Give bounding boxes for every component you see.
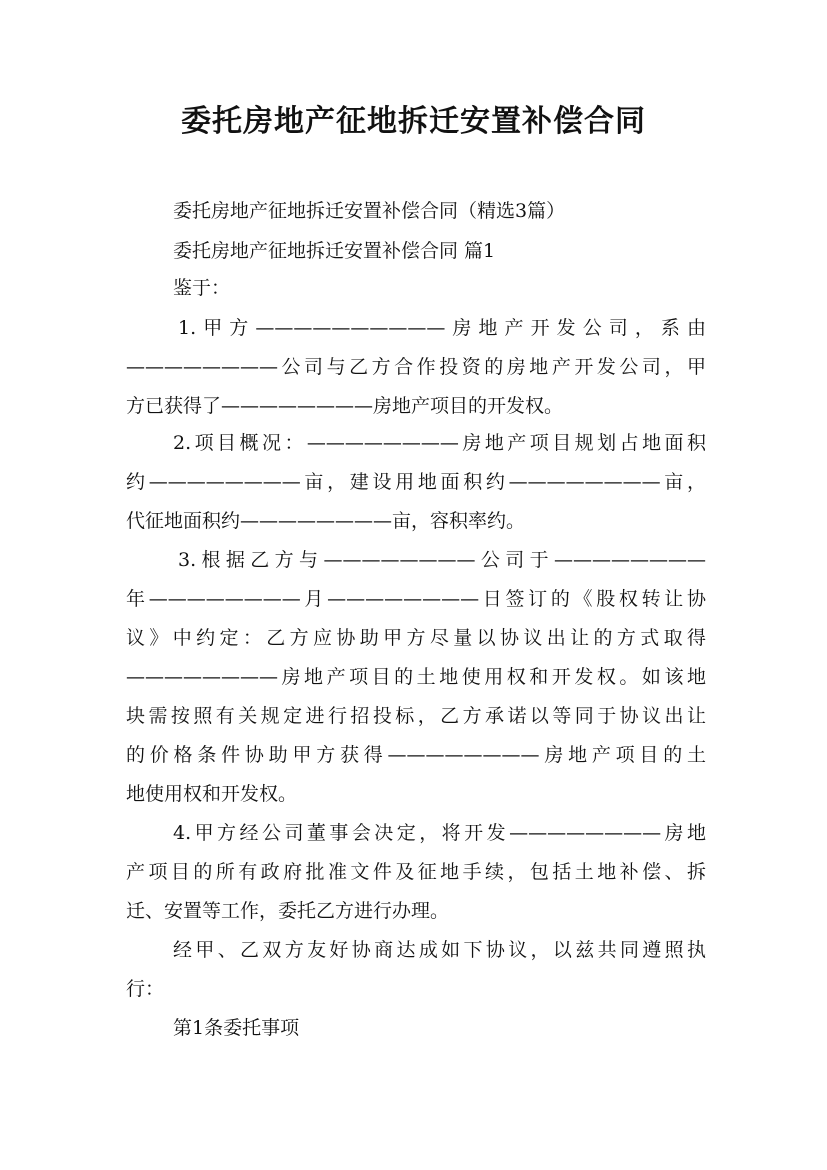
paragraph-line: 产项目的所有政府批准文件及征地手续，包括土地补偿、拆 (126, 861, 706, 883)
paragraph-line: 地使用权和开发权。 (126, 783, 298, 805)
article-heading: 第1条委托事项 (173, 1017, 300, 1039)
section-heading: 委托房地产征地拆迁安置补偿合同 篇1 (173, 240, 496, 262)
paragraph-line: 约————————亩，建设用地面积约————————亩， (126, 471, 706, 493)
paragraph-line: 方已获得了————————房地产项目的开发权。 (126, 395, 564, 417)
paragraph-line: ————————公司与乙方合作投资的房地产开发公司，甲 (126, 356, 706, 378)
document-title: 委托房地产征地拆迁安置补偿合同 (181, 104, 646, 139)
paragraph-line: 的价格条件协助甲方获得————————房地产项目的土 (126, 744, 706, 766)
subtitle-line: 委托房地产征地拆迁安置补偿合同（精选3篇） (173, 200, 566, 222)
paragraph-line: 块需按照有关规定进行招投标，乙方承诺以等同于协议出让 (126, 705, 706, 727)
paragraph-line: 迁、安置等工作，委托乙方进行办理。 (126, 900, 450, 922)
paragraph-line: 1.甲方——————————房地产开发公司，系由 (178, 317, 706, 339)
paragraph-line: 2.项目概况：————————房地产项目规划占地面积 (173, 432, 706, 454)
paragraph-line: 行： (126, 978, 165, 1000)
paragraph-line: ————————房地产项目的土地使用权和开发权。如该地 (126, 666, 706, 688)
paragraph-line: 年————————月————————日签订的《股权转让协 (126, 588, 706, 610)
paragraph-line: 经甲、乙双方友好协商达成如下协议，以兹共同遵照执 (173, 939, 706, 961)
paragraph-line: 鉴于： (173, 277, 231, 299)
paragraph-line: 4.甲方经公司董事会决定，将开发————————房地 (173, 822, 706, 844)
paragraph-line: 议》中约定：乙方应协助甲方尽量以协议出让的方式取得 (126, 627, 706, 649)
paragraph-line: 3.根据乙方与————————公司于———————— (178, 549, 706, 571)
paragraph-line: 代征地面积约————————亩，容积率约。 (126, 510, 526, 532)
